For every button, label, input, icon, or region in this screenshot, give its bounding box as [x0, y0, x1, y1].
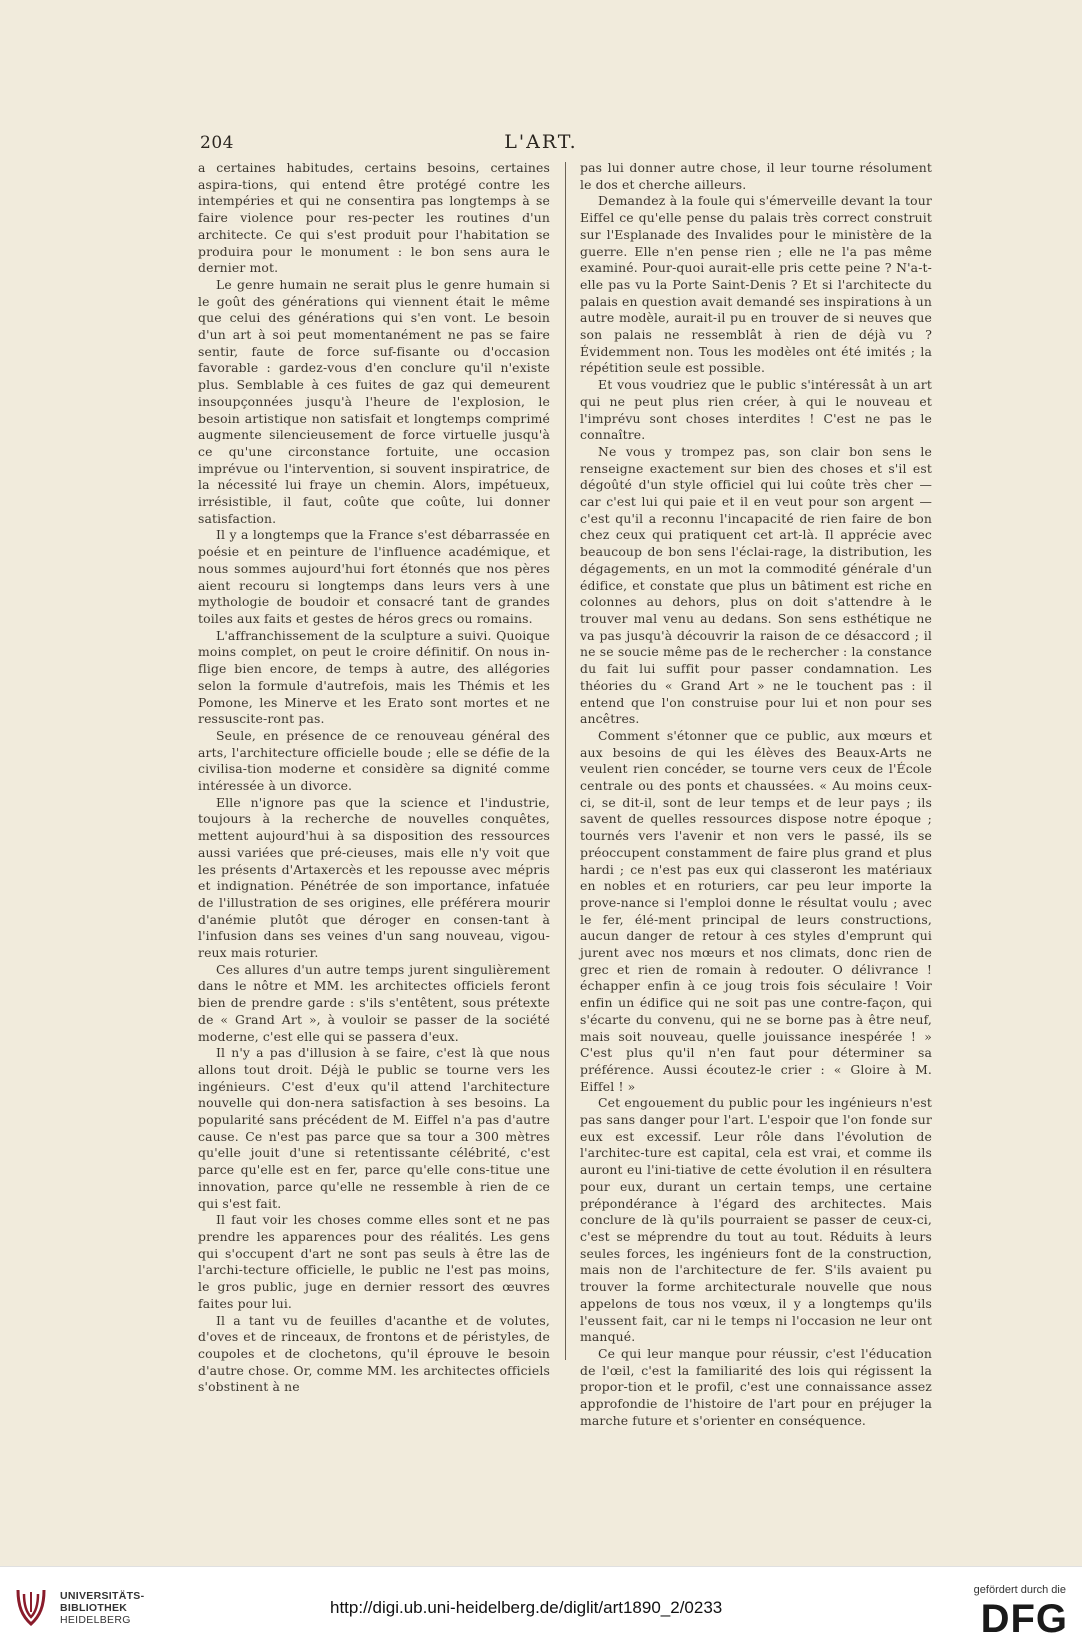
university-library-logo-icon: [12, 1586, 50, 1628]
paragraph: pas lui donner autre chose, il leur tourne résolument le dos et cherche ailleurs.: [580, 160, 932, 192]
paragraph: Cet engouement du public pour les ingénieurs n'est pas sans danger pour l'art. L'espoir que l'on fonde sur eux est excessif. Leur rôle dans l'évolution de l'architec-ture est capital, cela est vrai, et comme ils auront eu l'ini-tiative de cette évolution il en résultera pour eux, durant un certain temps, une certaine prépondérance à l'égard des architectes. Mais conclure de là qu'ils pourraient se passer de ceux-ci, c'est se méprendre du tout au tout. Réduits à leurs seules forces, les ingénieurs font de la construction, mais non de l'architecture de fer. S'ils avaient pu trouver la forme architecturale nouvelle que nous appelons de tous nos vœux, il y a longtemps qu'ils l'eussent fait, car ni le temps ni l'occasion ne leur ont manqué.: [580, 1095, 932, 1345]
paragraph: Le genre humain ne serait plus le genre humain si le goût des générations qui viennent était le même que celui des générations qui s'en vont. Le besoin d'un art à soi peut momentanément ne pas se faire sentir, faute de force suf-fisante ou d'occasion favorable : gardez-vous d'en conclure qu'il n'existe plus. Semblable à ces fuites de gaz qui demeurent insoupçonnées jusqu'à l'heure de l'explosion, le besoin artistique non satisfait et longtemps comprimé augmente silencieusement de force virtuelle jusqu'à ce qu'une circonstance fortuite, une occasion imprévue ou l'intervention, si souvent inspiratrice, de la nécessité lui fraye un chemin. Alors, impétueux, irrésistible, il faut, coûte que coûte, lui donner satisfaction.: [198, 276, 550, 526]
funded-by-text: gefördert durch die: [973, 1584, 1066, 1596]
paragraph: Il a tant vu de feuilles d'acanthe et de volutes, d'oves et de rinceaux, de frontons et de péristyles, de coupoles et de clochetons, qu'il éprouve le besoin d'autre chose. Or, comme MM. les architectes officiels s'obstinent à ne: [198, 1312, 550, 1395]
library-name-line: HEIDELBERG: [60, 1614, 131, 1626]
paragraph: Il faut voir les choses comme elles sont et ne pas prendre les apparences pour des réalités. Les gens qui s'occupent d'art ne sont pas seuls à être las de l'archi-tecture officielle, le public ne l'est pas moins, le gros public, juge en dernier ressort des œuvres faites pour lui.: [198, 1212, 550, 1311]
right-text-column: [580, 160, 932, 1429]
paragraph: Il y a longtemps que la France s'est débarrassée en poésie et en peinture de l'influence académique, et nous sommes aujourd'hui fort étonnés que nos pères aient recouru si longtemps dans leurs vers à une mythologie de boudoir et consacré tant de grandes toiles aux faits et gestes de héros grecs ou romains.: [198, 527, 550, 626]
running-title: L'ART.: [504, 131, 578, 153]
library-name-line: BIBLIOTHEK: [60, 1602, 128, 1614]
paragraph: Comment s'étonner que ce public, aux mœurs et aux besoins de qui les élèves des Beaux-Arts ne veulent rien concéder, se tourne vers ceux de l'École centrale ou des ponts et chaussées. « Au moins ceux-ci, se dit-il, sont de leur temps et de leur pays ; ils savent de quelles ressources dispose notre époque ; tournés vers l'avenir et non vers le passé, ils se préoccupent constamment de faire plus grand et plus hardi ; ce n'est pas eux qui classeront les matériaux en nobles et en roturiers, car peu leur importe la prove-nance si l'emploi donne le résultat voulu ; avec le fer, élé-ment principal de leurs constructions, aucun danger de retour à ces styles d'emprunt qui jurent avec nos mœurs et nos climats, donc rien de grec et rien de romain à redouter. O délivrance ! échapper enfin à ce joug trois fois séculaire ! Voir enfin un édifice qui ne soit pas une contre-façon, qui s'écarte du convenu, qui ne se borne pas à être neuf, mais soit nouveau, quelle jouissance inespérée ! » C'est plus qu'il n'en faut pour déterminer sa préférence. Aussi écoutez-le crier : « Gloire à M. Eiffel ! »: [580, 727, 932, 1094]
paragraph: L'affranchissement de la sculpture a suivi. Quoique moins complet, on peut le croire définitif. On nous in-flige bien encore, de temps à autre, des allégories selon la formule d'autrefois, mais les Thémis et les Pomone, les Minerve et les Erato sont mortes et ne ressuscite-ront pas.: [198, 627, 550, 727]
column-divider: [565, 162, 566, 1360]
page-number: 204: [200, 133, 234, 153]
paragraph: Il n'y a pas d'illusion à se faire, c'est là que nous allons tout droit. Déjà le public se tourne vers les ingénieurs. C'est d'eux qu'il attend l'architecture nouvelle qui don-nera satisfaction à ses besoins. La popularité sans précédent de M. Eiffel n'a pas d'autre cause. Ce n'est pas parce que sa tour a 300 mètres qu'elle jouit d'une si retentissante célébrité, c'est parce qu'elle est en fer, parce qu'elle cons-titue une innovation, parce qu'elle ne ressemble à rien de ce qui s'est fait.: [198, 1045, 550, 1211]
paragraph: Ces allures d'un autre temps jurent singulièrement dans le nôtre et MM. les architectes officiels feront bien de prendre garde : s'ils s'entêtent, sous prétexte de « Grand Art », à vouloir se passer de la société moderne, c'est elle qui se passera d'eux.: [198, 961, 550, 1044]
paragraph: Demandez à la foule qui s'émerveille devant la tour Eiffel ce qu'elle pense du palais très correct construit sur l'Esplanade des Invalides pour le ministère de la guerre. Elle n'en pense rien ; elle ne l'a pas même examiné. Pour-quoi aurait-elle pris cette peine ? N'a-t-elle pas vu la Porte Saint-Denis ? Et si l'architecte du palais en question avait demandé ses inspirations à un autre modèle, aurait-il pu en trouver de si neuves que son palais ne ressemblât à rien de déjà vu ? Évidemment non. Tous les modèles ont été imités ; la répétition seule est possible.: [580, 193, 932, 376]
dfg-logo: DFG: [980, 1597, 1068, 1641]
source-url-link[interactable]: http://digi.ub.uni-heidelberg.de/diglit/art1890_2/0233: [330, 1598, 723, 1617]
paragraph: a certaines habitudes, certains besoins, certaines aspira-tions, qui entend être protégé contre les intempéries et qui ne consentira pas longtemps à se faire violence pour res-pecter les routines d'un architecte. Ce qui s'est produit pour l'habitation se produira pour le monument : le bon sens aura le dernier mot.: [198, 160, 550, 276]
library-name-line: UNIVERSITÄTS-: [60, 1590, 145, 1602]
paragraph: Ce qui leur manque pour réussir, c'est l'éducation de l'œil, c'est la familiarité des lois qui régissent la propor-tion et le profil, c'est une connaissance assez approfondie de l'histoire de l'art pour en préjuger la marche future et s'orienter en conséquence.: [580, 1345, 932, 1428]
digitization-footer: [0, 1566, 1082, 1647]
left-text-column: [198, 160, 550, 1396]
paragraph: Et vous voudriez que le public s'intéressât à un art qui ne peut plus rien créer, à qui le nouveau et l'imprévu sont choses interdites ! C'est ne pas le connaître.: [580, 377, 932, 443]
paragraph: Ne vous y trompez pas, son clair bon sens le renseigne exactement sur bien des choses et s'il est dégoûté d'un style officiel qui lui coûte très cher — car c'est lui qui paie et il en veut pour son argent — c'est qu'il a reconnu l'incapacité de rien faire de bon chez ceux qui pratiquent cet art-là. Il apprécie avec beaucoup de bon sens l'éclai-rage, la distribution, les dégagements, en un mot la commodité générale d'un édifice, et constate que plus un bâtiment est riche en colonnes au dehors, plus on doit s'attendre à le trouver mal venu au dedans. Son sens esthétique ne va pas jusqu'à découvrir la raison de ce désaccord ; il ne se soucie même pas de le rechercher : la constance du fait lui suffit pour passer condamnation. Les théories du « Grand Art » ne le touchent pas : il entend que l'on construise pour lui et non pour ses ancêtres.: [580, 443, 932, 727]
paragraph: Seule, en présence de ce renouveau général des arts, l'architecture officielle boude ; elle se défie de la civilisa-tion moderne et considère sa dignité comme intéressée à un divorce.: [198, 727, 550, 794]
library-name: [60, 1590, 144, 1626]
paragraph: Elle n'ignore pas que la science et l'industrie, toujours à la recherche de nouvelles conquêtes, mettent aujourd'hui à sa disposition des ressources aussi variées que pré-cieuses, mais elle n'y voit que les présents d'Artaxercès et les repousse avec mépris et indignation. Pénétrée de son importance, infatuée de l'illustration de ses origines, elle préférera mourir d'anémie plutôt que déroger en consen-tant à l'infusion dans ses veines d'un sang nouveau, vigou-reux mais roturier.: [198, 794, 550, 961]
